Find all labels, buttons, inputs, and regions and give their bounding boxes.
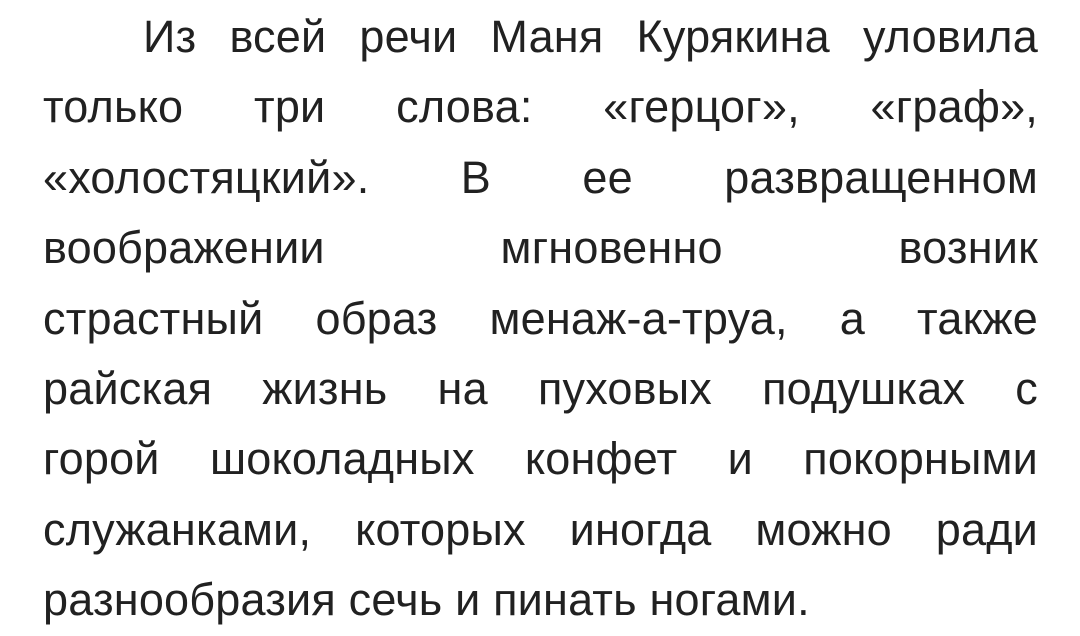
book-paragraph <box>43 2 1038 636</box>
text-line: воображении мгновенно возник <box>43 222 1038 274</box>
text-line: «холостяцкий». В ее развращенном <box>43 151 1038 203</box>
text-line: разнообразия сечь и пинать ногами. <box>43 574 810 626</box>
text-line: страстный образ менаж-а-труа, а также <box>43 292 1038 344</box>
text-line: горой шоколадных конфет и покорными <box>43 433 1038 485</box>
text-line: райская жизнь на пуховых подушках с <box>43 363 1038 415</box>
text-line: Из всей речи Маня Курякина уловила <box>143 11 1038 62</box>
text-line: служанками, которых иногда можно ради <box>43 503 1038 555</box>
text-line: только три слова: «герцог», «граф», <box>43 81 1038 133</box>
